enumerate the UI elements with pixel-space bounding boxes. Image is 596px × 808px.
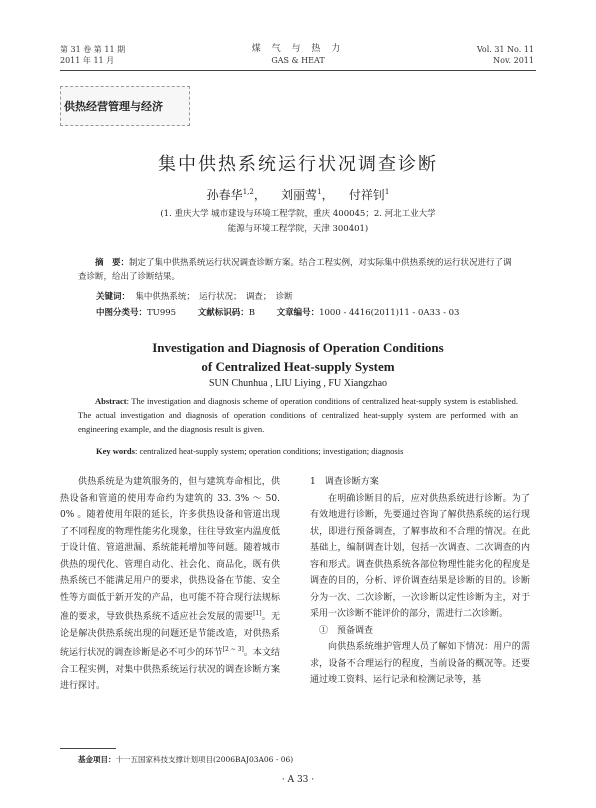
keywords-label-cn: 关键词： [96,292,131,302]
abstract-text-cn: 制定了集中供热系统运行状况调查诊断方案。结合工程实例，对实际集中供热系统的运行状况进行了调查诊断，给出了诊断结果。 [78,258,512,282]
abstract-text-en: : The investigation and diagnosis scheme of operation conditions of centralized heat-supply system is established. The actual investigation and diagnosis of operation conditions of centralized heat-supply system are performed with an engineering example, and the diagnosis result is given. [78,396,518,434]
author-affiliation-mark: 1 [317,188,322,196]
affiliation-line: (1. 重庆大学 城市建设与环境工程学院，重庆 400045；2. 河北工业大学 [160,209,436,219]
keywords-cn [96,290,293,302]
body-text: 。本文结合工程实例，对集中供热系统运行状况的调查诊断方案进行探讨。 [60,648,280,691]
article-number-label: 文章编号： [276,308,320,318]
body-text: 。无论是解决供热系统出现的问题还是节能改造，对供热系统运行状况的调查诊断是必不可少的环节 [60,612,280,658]
body-column-right [310,474,530,689]
keywords-text-en: : centralized heat-supply system; operation conditions; investigation; diagnosis [134,446,404,456]
footnote [78,754,293,765]
abstract-cn [78,256,518,284]
article-title-en [0,338,596,376]
journal-date-en: Nov. 2011 [493,56,534,65]
title-en-line: of Centralized Heat-supply System [201,359,395,374]
body-paragraph [60,474,280,695]
author-name: 孙春华 [206,188,243,202]
citation: [2 ~ 3] [222,646,244,653]
article-number-value: 1000 - 4416(2011)11 - 0A33 - 03 [319,308,460,318]
authors-cn: 孙春华$^{1,2}$， 刘丽莺$^1$， 付祥钊$^1$ [206,188,390,202]
journal-volume-en: Vol. 31 No. 11 [476,45,534,54]
doc-code-label: 文献标识码： [197,308,249,318]
author-name: 付祥钊 [348,188,385,202]
affiliation-line: 能源与环境工程学院，天津 300401) [227,224,369,234]
section-label: 供热经营管理与经济 [64,100,163,113]
journal-name-cn: 煤 气 与 热 力 [251,44,345,54]
journal-date: 2011 年 11 月 [60,56,115,65]
title-en-line: Investigation and Diagnosis of Operation Conditions [152,340,444,355]
abstract-label-cn: 摘 要： [95,258,130,268]
citation: [1] [253,610,262,617]
abstract-label-en: Abstract [95,396,127,406]
body-paragraph: 在明确诊断目的后，应对供热系统进行诊断。为了有效地进行诊断，先要通过咨询了解供热系统的运行现状，即进行预备调查，了解事故和不合理的情况。在此基础上，编制调查计划，包括一次调查、二次调查的内容和形式。调查供热系统各部位物理性能劣化的程度是调查的目的，分析、评价调查结果是诊断的目的。诊断分为一次、二次诊断，一次诊断以定性诊断为主，对于采用一次诊断不能评价的部分，需进行二次诊断。 [310,493,530,619]
journal-volume: 第 31 卷 第 11 期 [60,45,126,54]
footnote-text: 十一五国家科技支撑计划项目(2006BAJ03A06 - 06) [115,755,294,764]
subsection-heading: ① 预备调查 [319,625,374,636]
author-affiliation-mark: 1 [384,188,390,196]
journal-issue-info-en [477,44,534,66]
author-name: 刘丽莺 [281,188,318,202]
keywords-en [96,446,403,456]
authors-en: SUN Chunhua , LIU Liying , FU Xiangzhao [208,378,388,389]
footnote-rule [60,748,116,749]
clc-label: 中图分类号： [96,308,148,318]
journal-name-en: GAS & HEAT [271,56,325,65]
classification-row [96,306,459,318]
author-affiliation-mark: 1,2 [242,188,254,196]
body-paragraph: 向供热系统维护管理人员了解如下情况：用户的需求，设备不合理运行的程度，当前设备的概况等。还要通过竣工资料、运行记录和检测记录等，基 [310,642,530,685]
body-text: 供热系统是为建筑服务的，但与建筑寿命相比，供热设备和管道的使用寿命约为建筑的 33. 3% ～ 50. 0% 。随着使用年限的延长，许多供热设备和管道出现了不同程度的物理性能劣化现象，往往导致室内温度低于设计值、管道泄漏、系统能耗增加等问题。随着城市供热的现代化、管理自动化、社会化、商品化，既有供热系统已不能满足用户的要求，供热设备在节能、安全性等方面低于新开发的产品，也可能不符合现行法规标准的要求，导致供热系统不适应社会发展的需要 [60,477,280,622]
body-column-left [60,474,280,695]
footnote-label: 基金项目： [78,755,116,764]
clc-value: TU995 [147,308,177,318]
page-number: · A 33 · [281,775,315,785]
abstract-en [78,394,518,436]
keywords-label-en: Key words [96,446,135,456]
section-heading: 1 调查诊断方案 [310,477,379,487]
article-title-cn: 集中供热系统运行状况调查诊断 [158,154,438,175]
header-rule [60,70,536,71]
keywords-text-cn: 集中供热系统； 运行状况； 调查； 诊断 [135,292,293,302]
doc-code-value: B [248,308,255,318]
